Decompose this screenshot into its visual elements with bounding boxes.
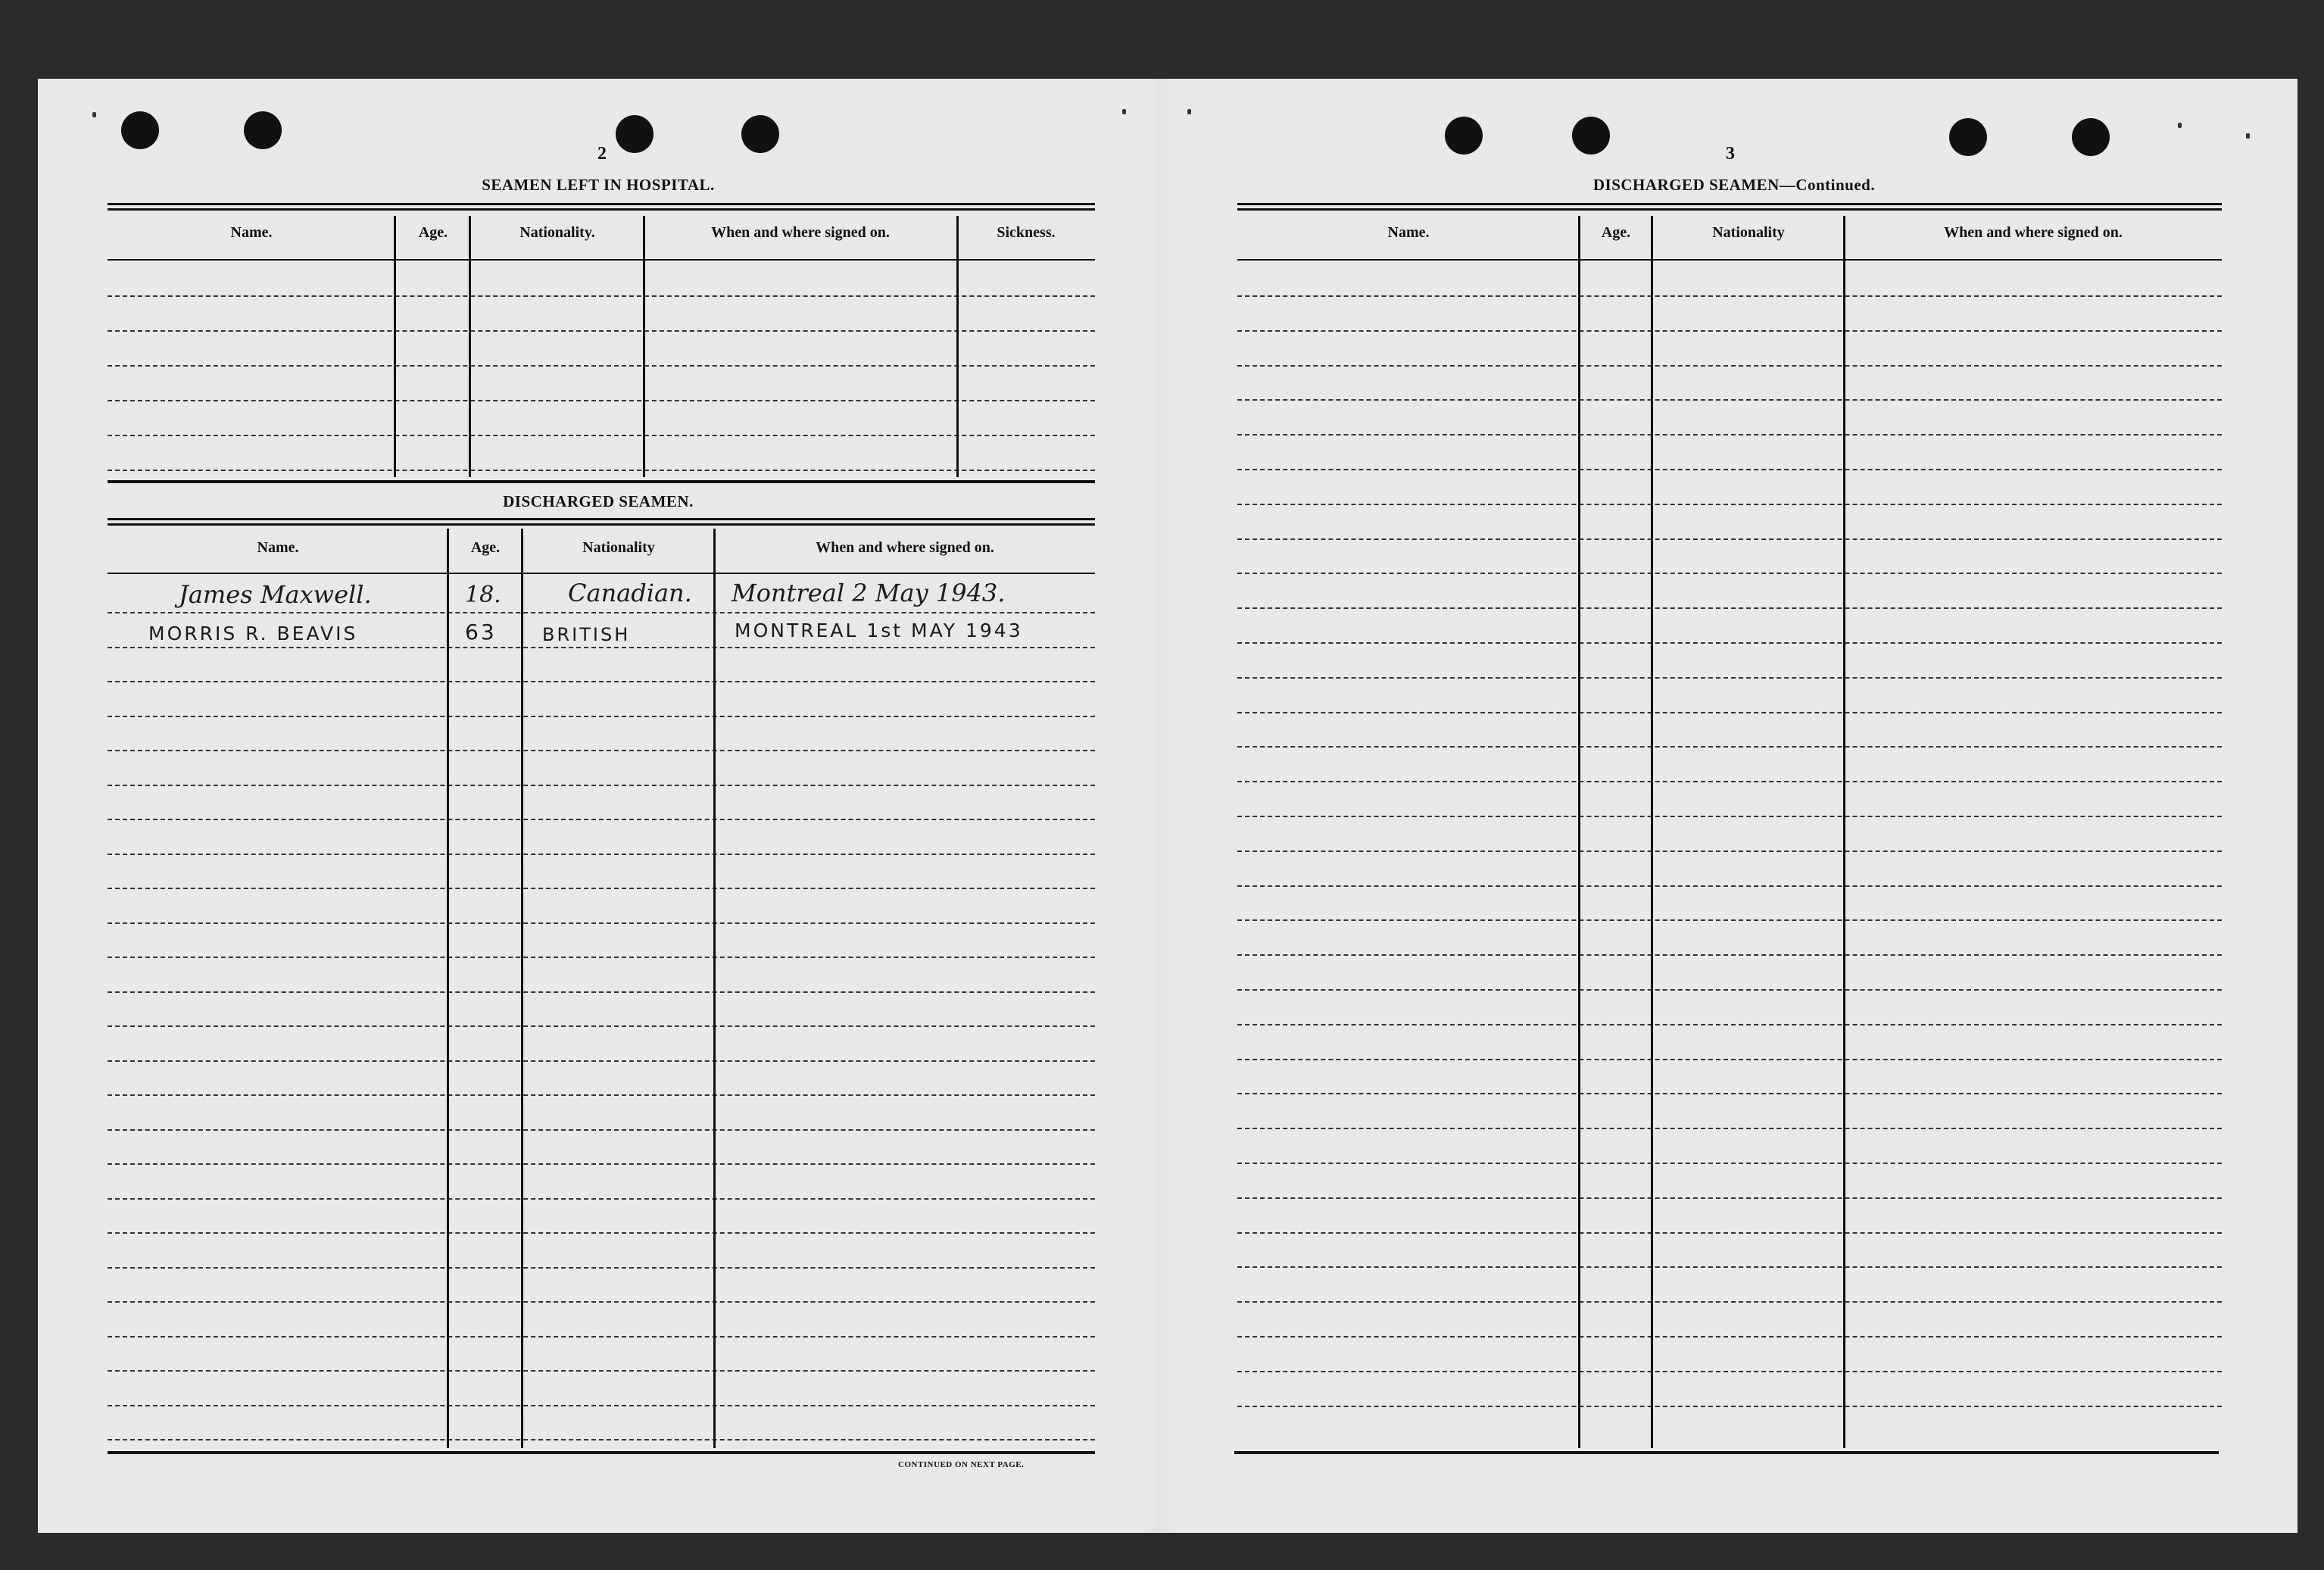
- hospital-bottom-rule: [108, 480, 1095, 483]
- ruled-line: [1237, 885, 2222, 887]
- ruled-line: [108, 922, 1095, 924]
- hospital-row-line: [108, 295, 1095, 297]
- hospital-col-nationality: Nationality.: [519, 224, 595, 241]
- discharged-col-age: Age.: [470, 539, 501, 556]
- ruled-line: [1237, 1059, 2222, 1060]
- paper-speck: [2246, 133, 2250, 139]
- discharged-bottom-rule: [108, 1451, 1095, 1454]
- ruled-line: [108, 647, 1095, 648]
- ruled-line: [108, 1370, 1095, 1372]
- punch-hole: [1949, 118, 1987, 156]
- right-col-divider: [1843, 216, 1845, 1448]
- hospital-col-divider: [394, 216, 396, 477]
- ruled-line: [108, 1439, 1095, 1440]
- ruled-line: [1237, 399, 2222, 401]
- hospital-col-divider: [469, 216, 471, 477]
- ruled-line: [1237, 365, 2222, 367]
- ruled-line: [108, 785, 1095, 786]
- entry-signed-on: MONTREAL 1st MAY 1943: [735, 620, 1023, 641]
- right-col-age: Age.: [1601, 224, 1631, 241]
- ruled-line: [1237, 573, 2222, 574]
- right-col-divider: [1651, 216, 1653, 1448]
- hospital-row-line: [108, 400, 1095, 401]
- ruled-line: [108, 1094, 1095, 1096]
- ruled-line: [1237, 330, 2222, 332]
- paper-speck: [1122, 109, 1126, 114]
- left-page-number: 2: [597, 144, 607, 164]
- ruled-line: [1237, 1197, 2222, 1199]
- discharged-col-divider: [713, 529, 716, 1448]
- right-col-nationality: Nationality: [1712, 224, 1785, 241]
- hospital-top-rule: [108, 203, 1095, 211]
- ruled-line: [1237, 1093, 2222, 1094]
- ruled-line: [108, 750, 1095, 751]
- paper-speck: [2178, 123, 2182, 128]
- entry-name: James Maxwell.: [179, 580, 372, 609]
- discharged-col-divider: [521, 529, 523, 1448]
- ruled-line: [108, 1267, 1095, 1269]
- punch-hole: [121, 111, 159, 149]
- hospital-col-divider: [956, 216, 959, 477]
- ruled-line: [1237, 642, 2222, 644]
- ruled-line: [1237, 1266, 2222, 1268]
- ruled-line: [1237, 295, 2222, 297]
- ruled-line: [1237, 989, 2222, 991]
- page-fold: [1142, 79, 1177, 1533]
- punch-hole: [1572, 117, 1610, 155]
- ruled-line: [108, 1301, 1095, 1303]
- entry-signed-on: Montreal 2 May 1943.: [732, 579, 1006, 607]
- ruled-line: [108, 1025, 1095, 1027]
- ruled-line: [108, 819, 1095, 820]
- hospital-row-line: [108, 330, 1095, 332]
- ruled-line: [1237, 677, 2222, 679]
- ruled-line: [108, 1405, 1095, 1406]
- ruled-line: [1237, 469, 2222, 470]
- ruled-line: [108, 1232, 1095, 1234]
- continued-footer: CONTINUED ON NEXT PAGE.: [898, 1460, 1025, 1469]
- ruled-line: [108, 612, 1095, 613]
- entry-nationality: BRITISH: [542, 624, 631, 645]
- ruled-line: [108, 854, 1095, 855]
- ruled-line: [1237, 1301, 2222, 1303]
- right-page-number: 3: [1726, 144, 1735, 164]
- ruled-line: [1237, 746, 2222, 748]
- ruled-line: [1237, 781, 2222, 782]
- ruled-line: [108, 716, 1095, 717]
- paper-speck: [92, 112, 96, 117]
- hospital-row-line: [108, 435, 1095, 436]
- right-col-signed-on: When and where signed on.: [1944, 224, 2123, 241]
- ruled-line: [1237, 1163, 2222, 1164]
- hospital-col-divider: [643, 216, 645, 477]
- discharged-col-name: Name.: [257, 539, 299, 556]
- ruled-line: [1237, 851, 2222, 852]
- punch-hole: [741, 115, 779, 153]
- right-col-divider: [1578, 216, 1580, 1448]
- ruled-line: [108, 991, 1095, 993]
- hospital-col-sickness: Sickness.: [997, 224, 1056, 241]
- punch-hole: [1445, 117, 1483, 155]
- hospital-col-age: Age.: [418, 224, 448, 241]
- ruled-line: [108, 1336, 1095, 1337]
- ruled-line: [1237, 504, 2222, 505]
- ruled-line: [108, 1060, 1095, 1062]
- ruled-line: [1237, 816, 2222, 817]
- ruled-line: [1237, 607, 2222, 609]
- hospital-col-signed-on: When and where signed on.: [711, 224, 890, 241]
- ruled-line: [108, 957, 1095, 958]
- ruled-line: [1237, 434, 2222, 435]
- discharged-section-title: DISCHARGED SEAMEN.: [503, 492, 694, 510]
- discharged-header-rule: [108, 573, 1095, 574]
- right-header-rule: [1237, 259, 2222, 261]
- hospital-row-line: [108, 365, 1095, 367]
- entry-age: 18.: [465, 582, 501, 608]
- hospital-row-line: [108, 470, 1095, 471]
- ruled-line: [1237, 1024, 2222, 1025]
- ruled-line: [1237, 1232, 2222, 1234]
- ruled-line: [1237, 1371, 2222, 1372]
- ruled-line: [108, 1163, 1095, 1165]
- ruled-line: [1237, 1406, 2222, 1407]
- entry-age: 63: [465, 620, 497, 645]
- ruled-line: [1237, 954, 2222, 956]
- ruled-line: [1237, 1336, 2222, 1337]
- discharged-top-rule: [108, 518, 1095, 526]
- paper-speck: [1187, 109, 1191, 114]
- right-col-name: Name.: [1387, 224, 1430, 241]
- hospital-section-title: SEAMEN LEFT IN HOSPITAL.: [482, 176, 715, 194]
- ruled-line: [108, 1198, 1095, 1200]
- ruled-line: [108, 888, 1095, 889]
- punch-hole: [244, 111, 282, 149]
- right-top-rule: [1237, 203, 2222, 211]
- punch-hole: [2072, 118, 2110, 156]
- entry-nationality: Canadian.: [568, 579, 692, 607]
- discharged-col-nationality: Nationality: [582, 539, 655, 556]
- ruled-line: [1237, 712, 2222, 713]
- hospital-header-rule: [108, 259, 1095, 261]
- ruled-line: [1237, 919, 2222, 921]
- ruled-line: [1237, 1128, 2222, 1129]
- discharged-col-signed-on: When and where signed on.: [816, 539, 994, 556]
- discharged-col-divider: [447, 529, 449, 1448]
- hospital-col-name: Name.: [230, 224, 273, 241]
- ruled-line: [108, 681, 1095, 682]
- entry-name: MORRIS R. BEAVIS: [148, 623, 358, 645]
- ruled-line: [1237, 538, 2222, 540]
- right-bottom-rule: [1234, 1451, 2219, 1454]
- ruled-line: [108, 1129, 1095, 1131]
- right-page-title: DISCHARGED SEAMEN—Continued.: [1592, 176, 1876, 194]
